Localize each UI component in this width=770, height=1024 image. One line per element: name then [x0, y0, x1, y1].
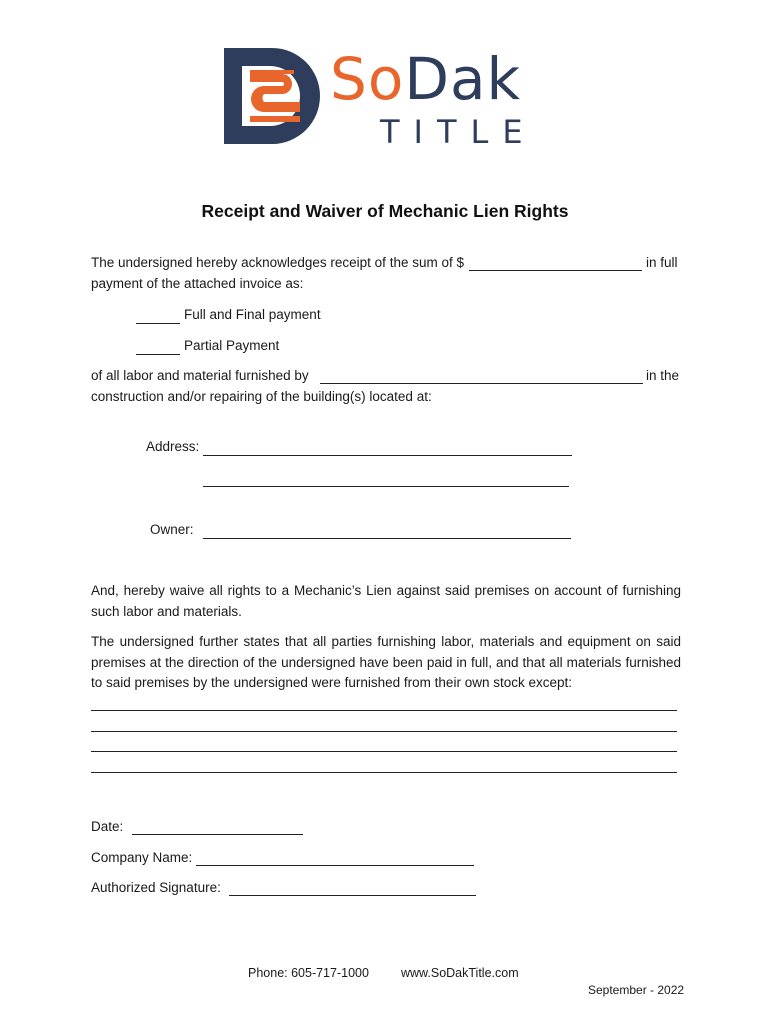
brand-name-second: Dak [404, 45, 522, 113]
intro-text-before: The undersigned hereby acknowledges receipt of the sum of $ [91, 255, 464, 270]
address-field-1[interactable] [203, 455, 572, 456]
intro-line-2: payment of the attached invoice as: [91, 276, 304, 291]
labor-text-after: in the [646, 368, 680, 383]
footer-phone: Phone: 605-717-1000 [248, 966, 369, 980]
date-label: Date: [91, 819, 124, 834]
intro-line-1 [91, 253, 464, 273]
owner-field[interactable] [203, 538, 571, 539]
waive-paragraph: And, hereby waive all rights to a Mechanic’s Lien against said premises on account of furnishing such labor and materials. [91, 583, 681, 619]
company-name-label: Company Name: [91, 850, 193, 865]
labor-text-before: of all labor and material furnished by [91, 368, 309, 383]
partial-payment-blank[interactable] [136, 354, 180, 355]
option-partial-payment: Partial Payment [184, 338, 280, 353]
owner-label: Owner: [150, 522, 194, 537]
furnished-by-field[interactable] [320, 383, 643, 384]
except-line-1[interactable] [91, 710, 677, 711]
company-name-field[interactable] [196, 865, 474, 866]
full-payment-blank[interactable] [136, 323, 180, 324]
except-line-3[interactable] [91, 751, 677, 752]
sodak-title-logo [220, 44, 540, 150]
address-label: Address: [146, 439, 200, 454]
labor-line-2: construction and/or repairing of the building(s) located at: [91, 389, 432, 404]
sodak-monogram-icon [220, 44, 324, 148]
authorized-signature-field[interactable] [229, 895, 476, 896]
sum-field[interactable] [469, 270, 642, 271]
authorized-signature-label: Authorized Signature: [91, 880, 221, 895]
except-line-4[interactable] [91, 772, 677, 773]
address-field-2[interactable] [203, 486, 569, 487]
footer-date: September - 2022 [588, 983, 685, 997]
brand-subtitle: TITLE [380, 113, 537, 151]
date-field[interactable] [132, 834, 303, 835]
intro-text-after: in full [646, 255, 678, 270]
option-full-payment: Full and Final payment [184, 307, 321, 322]
brand-name-first: So [330, 45, 405, 113]
except-line-2[interactable] [91, 731, 677, 732]
footer-website[interactable]: www.SoDakTitle.com [401, 966, 519, 980]
document-title: Receipt and Waiver of Mechanic Lien Rights [201, 201, 569, 221]
further-paragraph: The undersigned further states that all parties furnishing labor, materials and equipment on said premises at the direction of the undersigned have been paid in full, and that all materials furnished to said premises by the undersigned were furnished from their own stock except: [91, 634, 681, 690]
